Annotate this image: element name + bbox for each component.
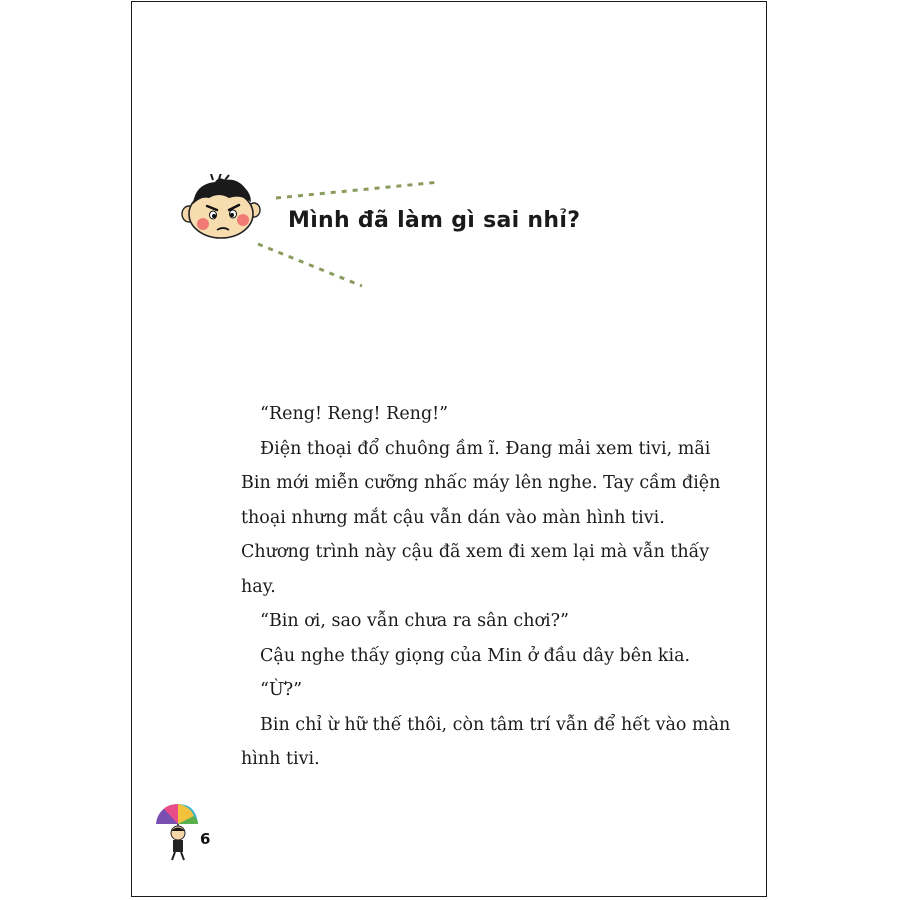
paragraph: “Bin ơi, sao vẫn chưa ra sân chơi?”	[260, 611, 569, 631]
paragraph: Bin chỉ ừ hữ thế thôi, còn tâm trí vẫn để hết vào màn hình tivi.	[241, 714, 731, 769]
book-page	[131, 1, 767, 897]
paragraph: “Ừ?”	[260, 680, 303, 700]
page-number: 6	[200, 830, 211, 848]
story-text	[241, 397, 733, 777]
paragraph: “Reng! Reng! Reng!”	[260, 404, 449, 424]
speech-dash-lines	[132, 2, 768, 322]
paragraph: Điện thoại đổ chuông ầm ĩ. Đang mải xem tivi, mãi Bin mới miễn cưỡng nhấc máy lên nghe. Tay cầm điện thoại nhưng mắt cậu vẫn dán vào màn hình tivi. Chương trình này cậu đã xem đi xem lại mà vẫn thấy hay.	[241, 438, 721, 597]
paragraph: Cậu nghe thấy giọng của Min ở đầu dây bên kia.	[260, 645, 691, 666]
chapter-heading: Mình đã làm gì sai nhỉ?	[288, 208, 581, 233]
umbrella-character-icon	[154, 802, 200, 862]
frowning-boy-face-icon	[179, 174, 263, 240]
